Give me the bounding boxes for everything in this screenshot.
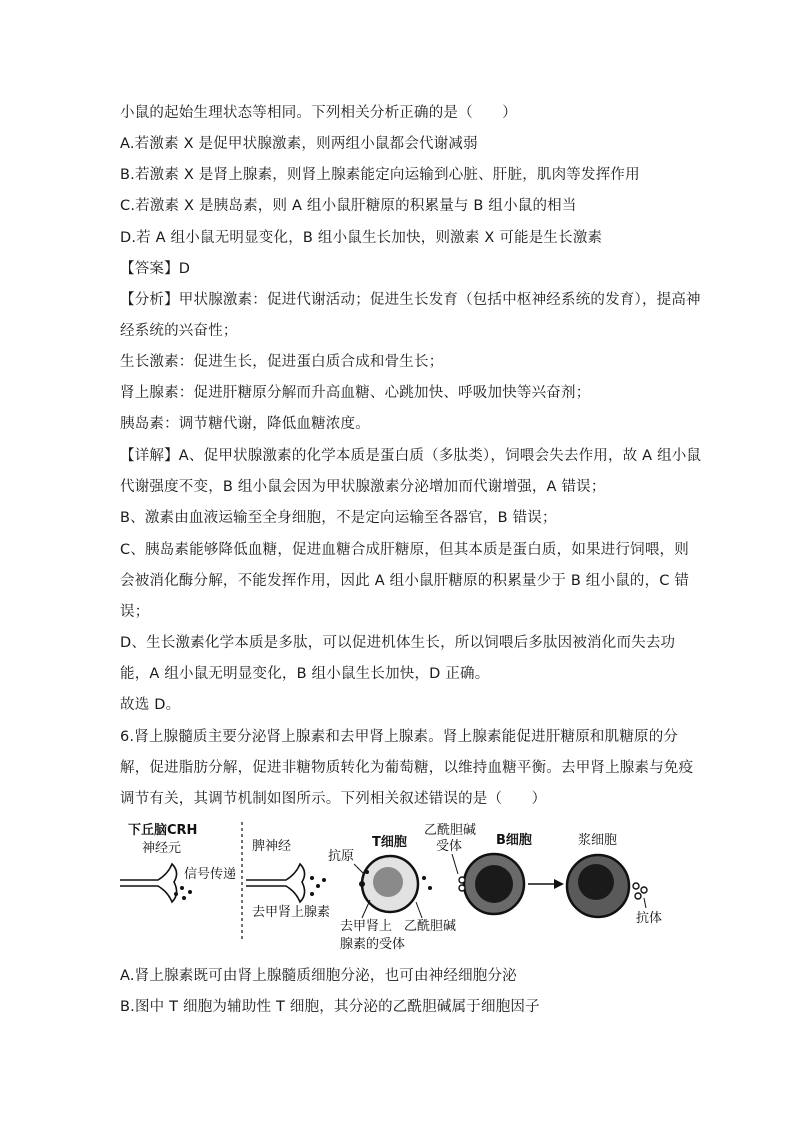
- question6-option-a: A.肾上腺素既可由肾上腺髓质细胞分泌，也可由神经细胞分泌: [120, 968, 517, 984]
- detail-line-3: B、激素由血液运输至全身细胞，不是定向运输至各器官，B 错误；: [120, 510, 557, 526]
- differentiation-arrow-head: [554, 879, 564, 889]
- signal-dot: [188, 890, 192, 894]
- antibody-label: 抗体: [636, 911, 663, 926]
- norepinephrine-dot: [316, 884, 320, 888]
- signal-dot: [180, 886, 184, 890]
- signal-dot: [174, 892, 178, 896]
- ach-receptor-label-2: 受体: [436, 839, 463, 854]
- plasma-cell-label: 浆细胞: [578, 833, 618, 848]
- b-cell-inner: [475, 865, 513, 903]
- antigen-label: 抗原: [328, 849, 355, 864]
- antibody-dot: [635, 893, 641, 899]
- spleen-nerve-label: 脾神经: [252, 839, 292, 854]
- question6-line-3: 调节有关，其调节机制如图所示。下列相关叙述错误的是（ ）: [120, 791, 547, 807]
- analysis-line-5: 胰岛素：调节糖代谢，降低血糖浓度。: [120, 416, 370, 432]
- antibody-pointer: [644, 898, 646, 908]
- analysis-line-2: 经系统的兴奋性；: [120, 323, 238, 339]
- analysis-line-4: 肾上腺素：促进肝糖原分解而升高血糖、心跳加快、呼吸加快等兴奋剂；: [120, 385, 591, 401]
- norepinephrine-label: 去甲肾上腺素: [252, 905, 331, 920]
- t-cell-nucleus: [373, 867, 403, 897]
- text-line-1: 小鼠的起始生理状态等相同。下列相关分析正确的是（ ）: [120, 105, 517, 121]
- spleen-nerve-shape: [246, 864, 305, 902]
- question6-line-2: 解，促进脂肪分解，促进非糖物质转化为葡萄糖，以维持血糖平衡。去甲肾上腺素与免疫: [120, 760, 694, 776]
- plasma-cell-inner: [578, 864, 614, 900]
- antibody-dot: [633, 883, 639, 889]
- antigen-pointer: [354, 864, 364, 874]
- detail-line-8: 能，A 组小鼠无明显变化，B 组小鼠生长加快，D 正确。: [120, 666, 490, 682]
- answer: 【答案】D: [120, 261, 191, 277]
- detail-line-6: 误；: [120, 604, 150, 620]
- detail-line-7: D、生长激素化学本质是多肽，可以促进机体生长，所以饲喂后多肽因被消化而失去功: [120, 635, 676, 651]
- norepinephrine-dot: [310, 876, 314, 880]
- signal-dot: [182, 896, 186, 900]
- ach-dot: [428, 886, 432, 890]
- receptor-label-1: 去甲肾上: [340, 919, 393, 934]
- norepinephrine-dot: [322, 878, 326, 882]
- analysis-line-1: 【分析】甲状腺激素：促进代谢活动；促进生长发育（包括中枢神经系统的发育），提高神: [120, 292, 701, 308]
- immune-regulation-diagram: [118, 818, 678, 958]
- choose-line: 故选 D。: [120, 697, 181, 713]
- option-c: C.若激素 X 是胰岛素，则 A 组小鼠肝糖原的积累量与 B 组小鼠的相当: [120, 198, 577, 214]
- norepinephrine-dot: [310, 892, 314, 896]
- question6-option-b: B.图中 T 细胞为辅助性 T 细胞，其分泌的乙酰胆碱属于细胞因子: [120, 999, 540, 1015]
- b-cell-receptor: [459, 885, 465, 891]
- option-a: A.若激素 X 是促甲状腺激素，则两组小鼠都会代谢减弱: [120, 136, 478, 152]
- ach-pointer: [416, 902, 422, 918]
- detail-line-1: 【详解】A、促甲状腺激素的化学本质是蛋白质（多肽类），饲喂会失去作用，故 A 组小鼠: [120, 448, 702, 464]
- b-cell-receptor: [459, 877, 465, 883]
- receptor-dot: [359, 881, 365, 887]
- signal-label: 信号传递: [184, 867, 237, 882]
- ach-dot: [422, 876, 426, 880]
- analysis-line-3: 生长激素：促进生长，促进蛋白质合成和骨生长；: [120, 354, 444, 370]
- option-b: B.若激素 X 是肾上腺素，则肾上腺素能定向运输到心脏、肝脏，肌肉等发挥作用: [120, 167, 640, 183]
- detail-line-5: 会被消化酶分解，不能发挥作用，因此 A 组小鼠肝糖原的积累量少于 B 组小鼠的，C 错: [120, 573, 690, 589]
- receptor-pointer: [362, 900, 370, 918]
- receptor-label-2: 腺素的受体: [340, 937, 406, 952]
- receptor-dot: [365, 870, 369, 874]
- detail-line-2: 代谢强度不变，B 组小鼠会因为甲状腺激素分泌增加而代谢增强，A 错误；: [120, 479, 606, 495]
- ach-receptor-label-1: 乙酰胆碱: [424, 823, 477, 838]
- b-cell-label: B细胞: [496, 833, 532, 848]
- question6-line-1: 6.肾上腺髓质主要分泌肾上腺素和去甲肾上腺素。肾上腺素能促进肝糖原和肌糖原的分: [120, 729, 679, 745]
- ach-receptor-pointer: [452, 854, 458, 874]
- hypothalamus-neuron-shape: [120, 864, 177, 902]
- hypothalamus-label: 下丘脑CRH: [128, 823, 198, 838]
- neuron-label: 神经元: [142, 841, 182, 856]
- antibody-dot: [641, 887, 647, 893]
- detail-line-4: C、胰岛素能够降低血糖，促进血糖合成肝糖原，但其本质是蛋白质，如果进行饲喂，则: [120, 542, 689, 558]
- t-cell-label: T细胞: [372, 835, 407, 850]
- ach-label: 乙酰胆碱: [404, 919, 457, 934]
- option-d: D.若 A 组小鼠无明显变化，B 组小鼠生长加快，则激素 X 可能是生长激素: [120, 230, 603, 246]
